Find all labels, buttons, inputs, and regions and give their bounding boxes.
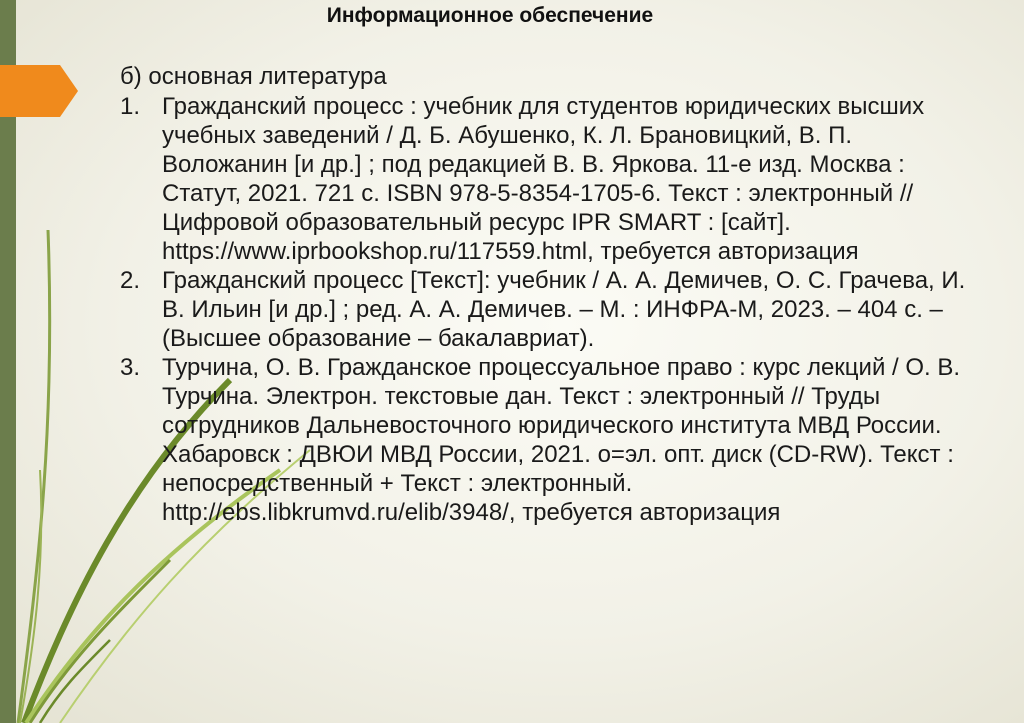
reference-number: 3. (120, 354, 141, 381)
left-accent-bar (0, 0, 16, 723)
reference-text: Гражданский процесс : учебник для студентов юридических высших учебных заведений / Д. Б. Абушенко, К. Л. Брановицкий, В. П. Воложанин [и др.] ; под редакцией В. В. Яркова. 11-е изд. Москва : Статут, 2021. 721 с. ISBN 978-5-8354-1705-6. Текст : электронный // Цифровой образовательный ресурс IPR SMART : [сайт]. https://www.iprbookshop.ru/117559.html, требуется авторизация (162, 93, 925, 265)
reference-text: Гражданский процесс [Текст]: учебник / А. А. Демичев, О. С. Грачева, И. В. Ильин [и др.] ; ред. А. А. Демичев. – М. : ИНФРА-М, 2023. – 404 с. – (Высшее образование – бакалавриат). (162, 267, 966, 352)
slide-title: Информационное обеспечение (326, 4, 654, 27)
reference-item (120, 353, 980, 527)
section-label: б) основная литература (120, 63, 387, 90)
reference-text: Турчина, О. В. Гражданское процессуальное право : курс лекций / О. В. Турчина. Электрон. текстовые дан. Текст : электронный // Труды сотрудников Дальневосточного юридического института МВД России. Хабаровск : ДВЮИ МВД России, 2021. о=эл. опт. диск (CD-RW). Текст : непосредственный + Текст : электронный. http://ebs.libkrumvd.ru/elib/3948/, требуется авторизация (162, 354, 961, 526)
reference-number: 1. (120, 93, 141, 120)
reference-number: 2. (120, 267, 141, 294)
reference-list (120, 92, 980, 527)
reference-item (120, 92, 980, 266)
reference-item (120, 266, 980, 353)
